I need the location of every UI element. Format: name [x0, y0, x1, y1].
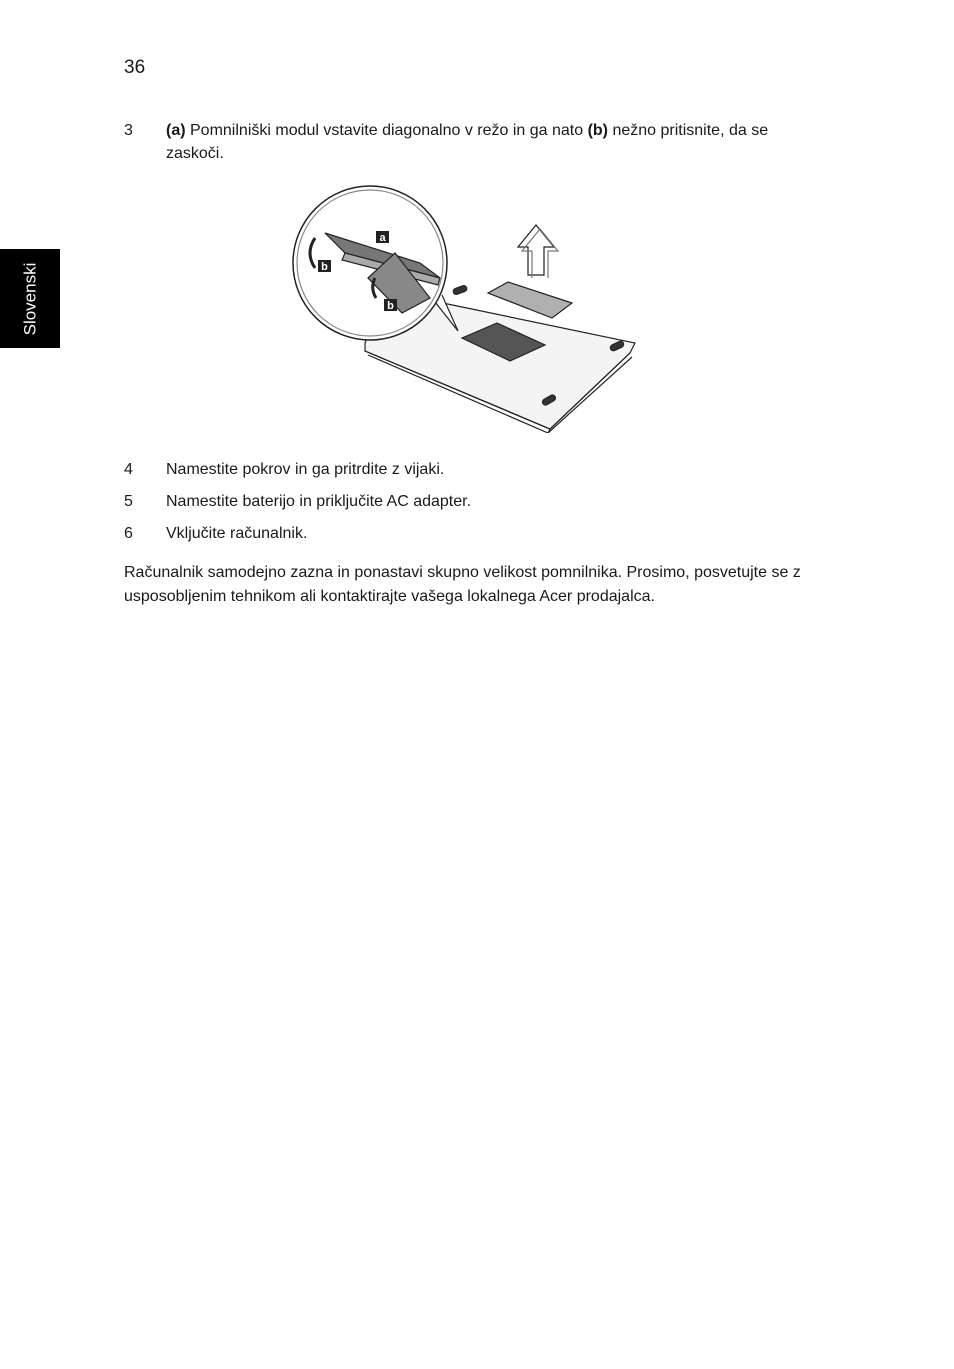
step-number: 3: [124, 122, 133, 139]
step-number: 6: [124, 525, 133, 542]
step-number: 5: [124, 493, 133, 510]
callout-b-2: b: [387, 300, 394, 312]
label-b: (b): [587, 122, 608, 139]
language-tab-label: Slovenski: [20, 262, 40, 335]
page-number: 36: [124, 57, 146, 78]
step-text: Vključite računalnik.: [166, 525, 308, 542]
callout-a: a: [379, 232, 386, 244]
step-text-a: Pomnilniški modul vstavite diagonalno v režo in ga nato: [185, 122, 588, 139]
closing-paragraph: Računalnik samodejno zazna in ponastavi skupno velikost pomnilnika. Prosimo, posvetujte se z usposobljenim tehnikom ali kontaktirajte vašega lokalnega Acer prodajalca.: [124, 564, 801, 605]
step-text-b: nežno pritisnite, da se zaskoči.: [166, 122, 769, 162]
step-number: 4: [124, 461, 133, 478]
step-text: [166, 119, 816, 165]
label-a: (a): [166, 122, 186, 139]
step-text: Namestite baterijo in priključite AC adapter.: [166, 493, 472, 510]
callout-b: b: [321, 261, 328, 273]
memory-install-illustration: [290, 183, 645, 433]
language-tab: [0, 249, 60, 348]
step-text: Namestite pokrov in ga pritrdite z vijaki.: [166, 461, 445, 478]
